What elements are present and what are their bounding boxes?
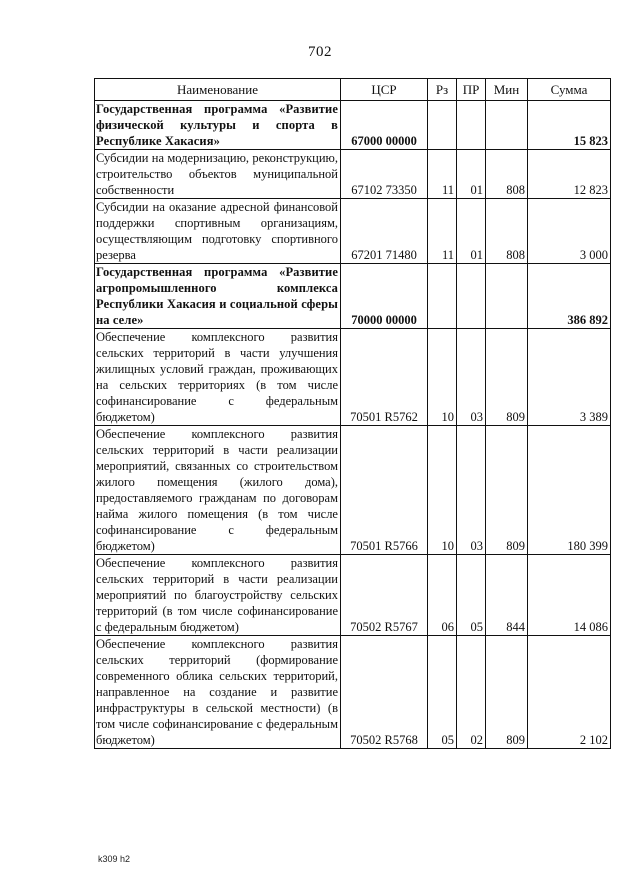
table-row [95, 264, 611, 329]
row-pr [457, 101, 486, 150]
row-min [486, 264, 528, 329]
row-pr [457, 264, 486, 329]
row-name: Обеспечение комплексного развития сельских территорий в части реализации мероприятий, связанных со строительством жилого помещения (жилого дома), предоставляемого гражданам по договорам найма жилого помещения (в том числе софинансирование с федеральным бюджетом) [95, 426, 341, 555]
row-min: 844 [486, 555, 528, 636]
row-sum: 386 892 [528, 264, 611, 329]
row-rz: 05 [428, 636, 457, 749]
row-csr: 67102 73350 [341, 150, 428, 199]
table-row [95, 150, 611, 199]
row-pr: 05 [457, 555, 486, 636]
table-row [95, 199, 611, 264]
page-number: 702 [308, 44, 332, 60]
row-name: Государственная программа «Развитие агропромышленного комплекса Республики Хакасия и социальной сферы на селе» [95, 264, 341, 329]
row-csr: 70502 R5767 [341, 555, 428, 636]
row-sum: 2 102 [528, 636, 611, 749]
row-pr: 03 [457, 329, 486, 426]
row-pr: 03 [457, 426, 486, 555]
table-row [95, 636, 611, 749]
row-rz: 11 [428, 199, 457, 264]
row-sum: 15 823 [528, 101, 611, 150]
row-sum: 180 399 [528, 426, 611, 555]
row-sum: 12 823 [528, 150, 611, 199]
row-name: Обеспечение комплексного развития сельских территорий в части реализации мероприятий по благоустройству сельских территорий (в том числе софинансирование с федеральным бюджетом) [95, 555, 341, 636]
row-min [486, 101, 528, 150]
table-row [95, 426, 611, 555]
row-sum: 3 000 [528, 199, 611, 264]
row-csr: 70501 R5766 [341, 426, 428, 555]
header-sum: Сумма [528, 79, 611, 101]
row-name: Обеспечение комплексного развития сельских территорий (формирование современного облика сельских территорий, направленное на создание и развитие инфраструктуры в сельской местности) (в том числе софинансирование с федеральным бюджетом) [95, 636, 341, 749]
row-min: 809 [486, 329, 528, 426]
table-header-row [95, 79, 611, 101]
header-pr: ПР [457, 79, 486, 101]
row-csr: 67201 71480 [341, 199, 428, 264]
header-csr: ЦСР [341, 79, 428, 101]
header-min: Мин [486, 79, 528, 101]
row-sum: 3 389 [528, 329, 611, 426]
row-min: 809 [486, 636, 528, 749]
row-name: Субсидии на модернизацию, реконструкцию, строительство объектов муниципальной собственности [95, 150, 341, 199]
row-min: 808 [486, 150, 528, 199]
row-rz: 06 [428, 555, 457, 636]
table-row [95, 555, 611, 636]
budget-table [94, 78, 611, 749]
row-name: Обеспечение комплексного развития сельских территорий в части улучшения жилищных условий граждан, проживающих на сельских территориях (в том числе софинансирование с федеральным бюджетом) [95, 329, 341, 426]
row-csr: 70502 R5768 [341, 636, 428, 749]
row-name: Субсидии на оказание адресной финансовой поддержки спортивным организациям, осуществляющим подготовку спортивного резерва [95, 199, 341, 264]
row-rz: 10 [428, 426, 457, 555]
header-rz: Рз [428, 79, 457, 101]
row-min: 808 [486, 199, 528, 264]
row-min: 809 [486, 426, 528, 555]
row-rz: 10 [428, 329, 457, 426]
row-name: Государственная программа «Развитие физической культуры и спорта в Республике Хакасия» [95, 101, 341, 150]
table-row [95, 329, 611, 426]
row-rz [428, 264, 457, 329]
row-csr: 70501 R5762 [341, 329, 428, 426]
row-pr: 02 [457, 636, 486, 749]
row-pr: 01 [457, 199, 486, 264]
row-csr: 67000 00000 [341, 101, 428, 150]
row-csr: 70000 00000 [341, 264, 428, 329]
row-pr: 01 [457, 150, 486, 199]
row-rz: 11 [428, 150, 457, 199]
table-row [95, 101, 611, 150]
header-name: Наименование [95, 79, 341, 101]
footer-code: k309 h2 [98, 854, 131, 864]
row-sum: 14 086 [528, 555, 611, 636]
row-rz [428, 101, 457, 150]
